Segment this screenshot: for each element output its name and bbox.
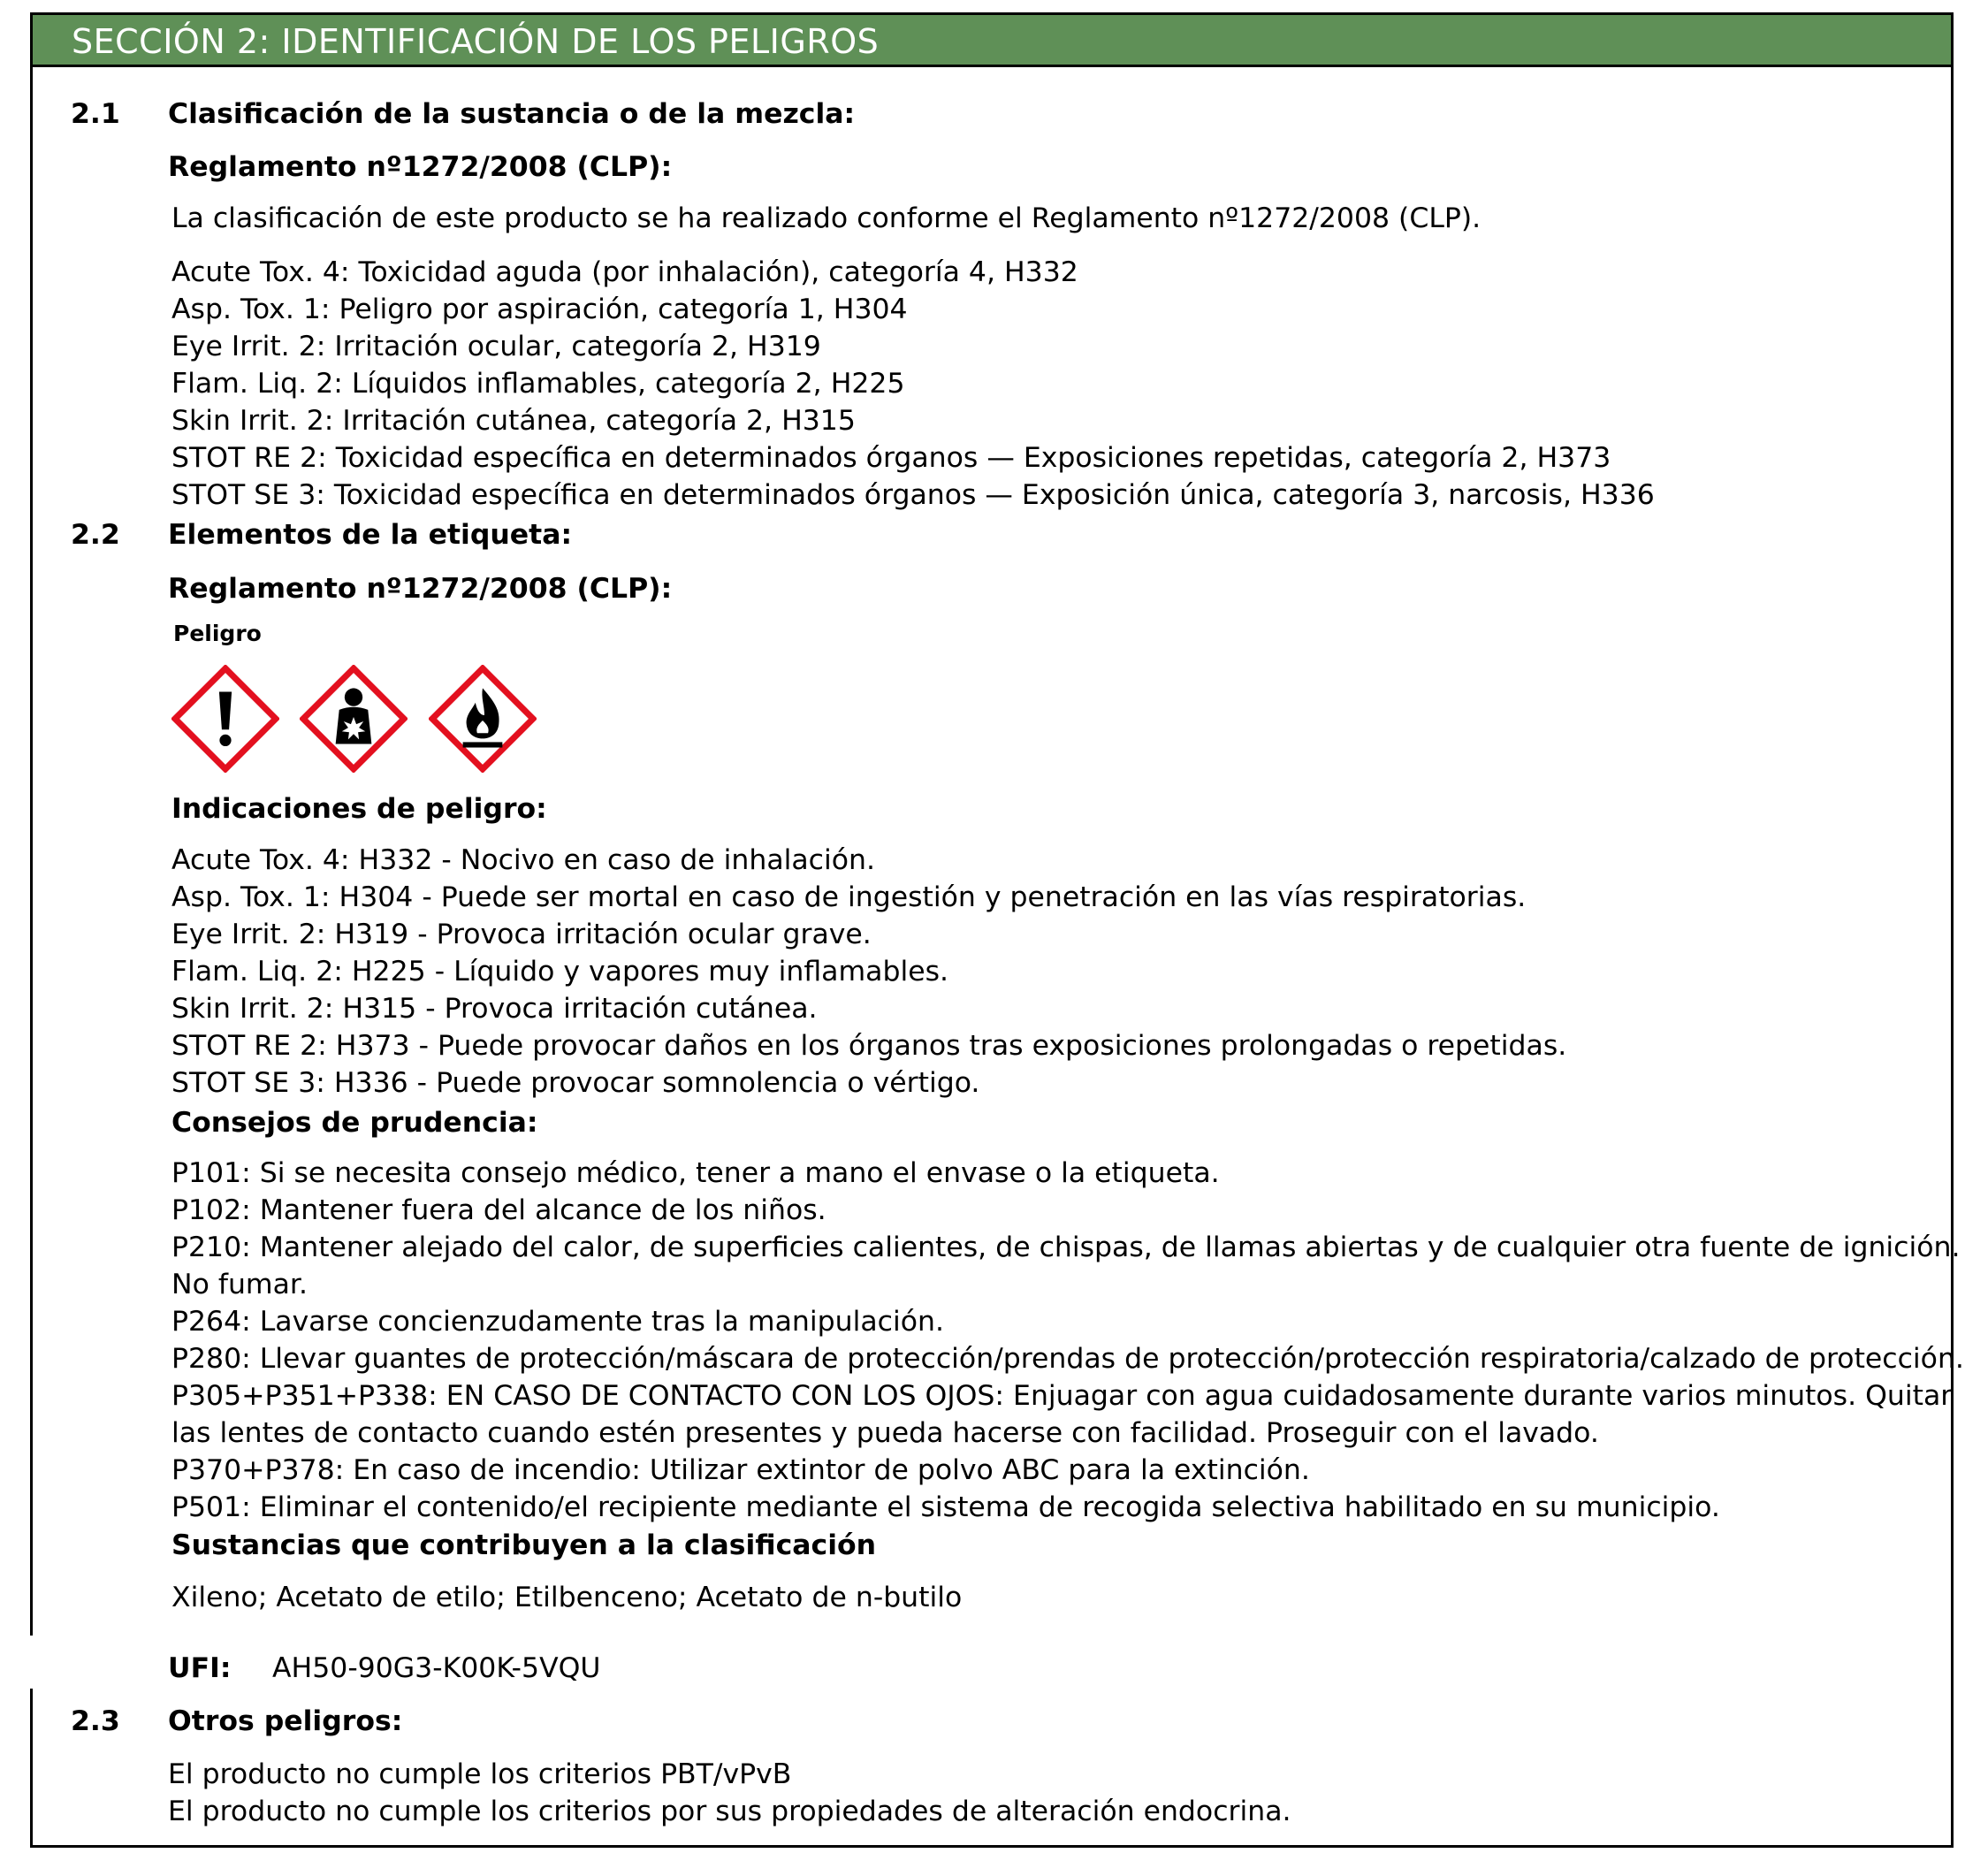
hazard-statements xyxy=(171,842,1566,1102)
list-item: Skin Irrit. 2: H315 - Provoca irritación cutánea. xyxy=(171,993,818,1025)
list-item: Eye Irrit. 2: Irritación ocular, categoría 2, H319 xyxy=(171,331,821,362)
list-item: Acute Tox. 4: Toxicidad aguda (por inhalación), categoría 4, H332 xyxy=(171,256,1078,288)
list-item: El producto no cumple los criterios PBT/vPvB xyxy=(168,1758,792,1790)
s23-number: 2.3 xyxy=(71,1705,120,1737)
list-item: Eye Irrit. 2: H319 - Provoca irritación ocular grave. xyxy=(171,919,872,950)
s22-title: Elementos de la etiqueta: xyxy=(168,519,573,551)
ufi-value: AH50-90G3-K00K-5VQU xyxy=(272,1652,601,1684)
precautionary-statements xyxy=(171,1155,1964,1526)
list-item: P370+P378: En caso de incendio: Utilizar extintor de polvo ABC para la extinción. xyxy=(171,1454,1310,1486)
s21-number: 2.1 xyxy=(71,98,120,130)
substances-list: Xileno; Acetato de etilo; Etilbenceno; Acetato de n-butilo xyxy=(171,1582,963,1613)
s22-number: 2.2 xyxy=(71,519,120,551)
list-item: P101: Si se necesita consejo médico, tener a mano el envase o la etiqueta. xyxy=(171,1157,1220,1189)
section-header xyxy=(30,12,1954,67)
precautionary-title: Consejos de prudencia: xyxy=(171,1107,538,1139)
section-title: SECCIÓN 2: IDENTIFICACIÓN DE LOS PELIGROS xyxy=(72,22,880,61)
list-item: P280: Llevar guantes de protección/máscara de protección/prendas de protección/protección respiratoria/calzado de protección. xyxy=(171,1343,1964,1375)
list-item: Skin Irrit. 2: Irritación cutánea, categoría 2, H315 xyxy=(171,405,856,437)
list-item: STOT RE 2: H373 - Puede provocar daños en los órganos tras exposiciones prolongadas o repetidas. xyxy=(171,1030,1567,1062)
s23-lines xyxy=(168,1756,1291,1830)
s21-regulation: Reglamento nº1272/2008 (CLP): xyxy=(168,151,673,183)
list-item: Flam. Liq. 2: H225 - Líquido y vapores muy inflamables. xyxy=(171,956,949,988)
hazard-statements-title: Indicaciones de peligro: xyxy=(171,793,547,825)
exclamation-mark-icon xyxy=(171,665,279,773)
list-item: Acute Tox. 4: H332 - Nocivo en caso de inhalación. xyxy=(171,844,876,876)
list-item: Asp. Tox. 1: H304 - Puede ser mortal en caso de ingestión y penetración en las vías respiratorias. xyxy=(171,881,1527,913)
list-item: STOT SE 3: Toxicidad específica en determinados órganos — Exposición única, categoría 3, narcosis, H336 xyxy=(171,479,1655,511)
list-item: STOT RE 2: Toxicidad específica en determinados órganos — Exposiciones repetidas, categoría 2, H373 xyxy=(171,442,1611,474)
substances-title: Sustancias que contribuyen a la clasificación xyxy=(171,1529,877,1561)
health-hazard-icon xyxy=(300,665,408,773)
flame-icon xyxy=(429,665,537,773)
list-item: Flam. Liq. 2: Líquidos inflamables, categoría 2, H225 xyxy=(171,368,905,400)
list-item: P210: Mantener alejado del calor, de superficies calientes, de chispas, de llamas abiertas y de cualquier otra fuente de ignición. xyxy=(171,1232,1961,1263)
s21-intro: La clasificación de este producto se ha realizado conforme el Reglamento nº1272/2008 (CLP). xyxy=(171,202,1481,234)
list-item: P501: Eliminar el contenido/el recipiente mediante el sistema de recogida selectiva habilitado en su municipio. xyxy=(171,1491,1720,1523)
list-item: P102: Mantener fuera del alcance de los niños. xyxy=(171,1194,826,1226)
s22-regulation: Reglamento nº1272/2008 (CLP): xyxy=(168,573,673,605)
list-item: El producto no cumple los criterios por sus propiedades de alteración endocrina. xyxy=(168,1796,1291,1827)
list-item: STOT SE 3: H336 - Puede provocar somnolencia o vértigo. xyxy=(171,1067,980,1099)
s21-title: Clasificación de la sustancia o de la mezcla: xyxy=(168,98,856,130)
list-item: las lentes de contacto cuando estén presentes y pueda hacerse con facilidad. Proseguir con el lavado. xyxy=(171,1417,1599,1449)
list-item: P305+P351+P338: EN CASO DE CONTACTO CON LOS OJOS: Enjuagar con agua cuidadosamente durante varios minutos. Quitar xyxy=(171,1380,1953,1412)
s21-classifications xyxy=(171,254,1655,514)
list-item: No fumar. xyxy=(171,1269,308,1300)
signal-word: Peligro xyxy=(173,621,262,646)
frame-gap xyxy=(25,1636,35,1689)
list-item: Asp. Tox. 1: Peligro por aspiración, categoría 1, H304 xyxy=(171,294,908,325)
ufi-label: UFI: xyxy=(168,1652,232,1684)
s23-title: Otros peligros: xyxy=(168,1705,403,1737)
list-item: P264: Lavarse concienzudamente tras la manipulación. xyxy=(171,1306,944,1338)
